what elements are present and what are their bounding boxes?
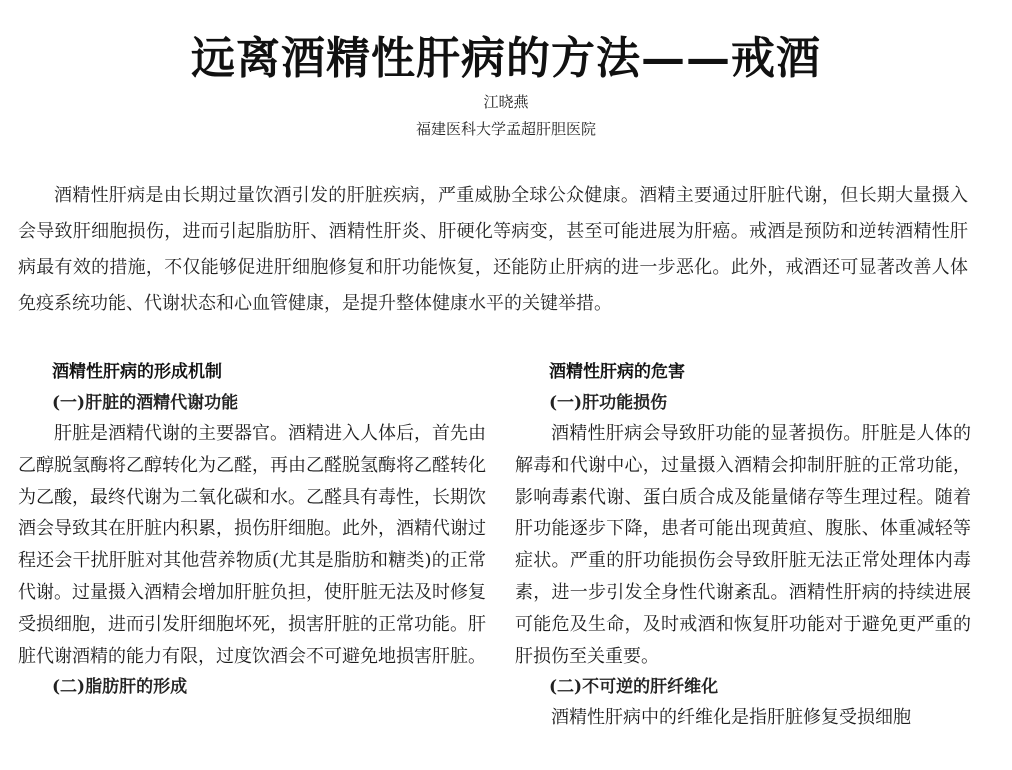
paragraph-liver-metabolism: 肝脏是酒精代谢的主要器官。酒精进入人体后，首先由乙醇脱氢酶将乙醇转化为乙醛，再由乙醛脱氢酶将乙醛转化为乙酸，最终代谢为二氧化碳和水。乙醛具有毒性，长期饮酒会导致其在肝脏内积累，损伤肝细胞。此外，酒精代谢过程还会干扰肝脏对其他营养物质(尤其是脂肪和糖类)的正常代谢。过量摄入酒精会增加肝脏负担，使肝脏无法及时修复受损细胞，进而引发肝细胞坏死，损害肝脏的正常功能。肝脏代谢酒精的能力有限，过度饮酒会不可避免地损害肝脏。 — [18, 423, 486, 667]
paragraph-liver-function-damage: 酒精性肝病会导致肝功能的显著损伤。肝脏是人体的解毒和代谢中心，过量摄入酒精会抑制肝脏的正常功能，影响毒素代谢、蛋白质合成及能量储存等生理过程。随着肝功能逐步下降，患者可能出现黄疸、腹胀、体重减轻等症状。严重的肝功能损伤会导致肝脏无法正常处理体内毒素，进一步引发全身性代谢紊乱。酒精性肝病的持续进展可能危及生命，及时戒酒和恢复肝功能对于避免更严重的肝损伤至关重要。 — [515, 423, 971, 667]
subheading-fatty-liver: (二)脂肪肝的形成 — [52, 677, 188, 698]
subheading-fibrosis: (二)不可逆的肝纤维化 — [549, 677, 719, 698]
author-name: 江晓燕 — [483, 93, 529, 111]
section-heading-harms: 酒精性肝病的危害 — [549, 362, 685, 382]
abstract: 酒精性肝病是由长期过量饮酒引发的肝脏疾病，严重威胁全球公众健康。酒精主要通过肝脏代谢，但长期大量摄入会导致肝细胞损伤，进而引起脂肪肝、酒精性肝炎、肝硬化等病变，甚至可能进展为肝癌。戒酒是预防和逆转酒精性肝病最有效的措施，不仅能够促进肝细胞修复和肝功能恢复，还能防止肝病的进一步恶化。此外，戒酒还可显著改善人体免疫系统功能、代谢状态和心血管健康，是提升整体健康水平的关键举措。 — [18, 185, 968, 314]
subheading-liver-metabolism: (一)肝脏的酒精代谢功能 — [52, 393, 239, 413]
author-affiliation: 福建医科大学孟超肝胆医院 — [415, 120, 596, 138]
right-column — [515, 356, 971, 734]
paragraph-fibrosis: 酒精性肝病中的纤维化是指肝脏修复受损细胞 — [551, 707, 911, 729]
article-title: 远离酒精性肝病的方法——戒酒 — [191, 33, 821, 85]
section-heading-formation: 酒精性肝病的形成机制 — [52, 362, 222, 382]
subheading-liver-function-damage: (一)肝功能损伤 — [549, 393, 668, 413]
left-column — [18, 356, 486, 702]
